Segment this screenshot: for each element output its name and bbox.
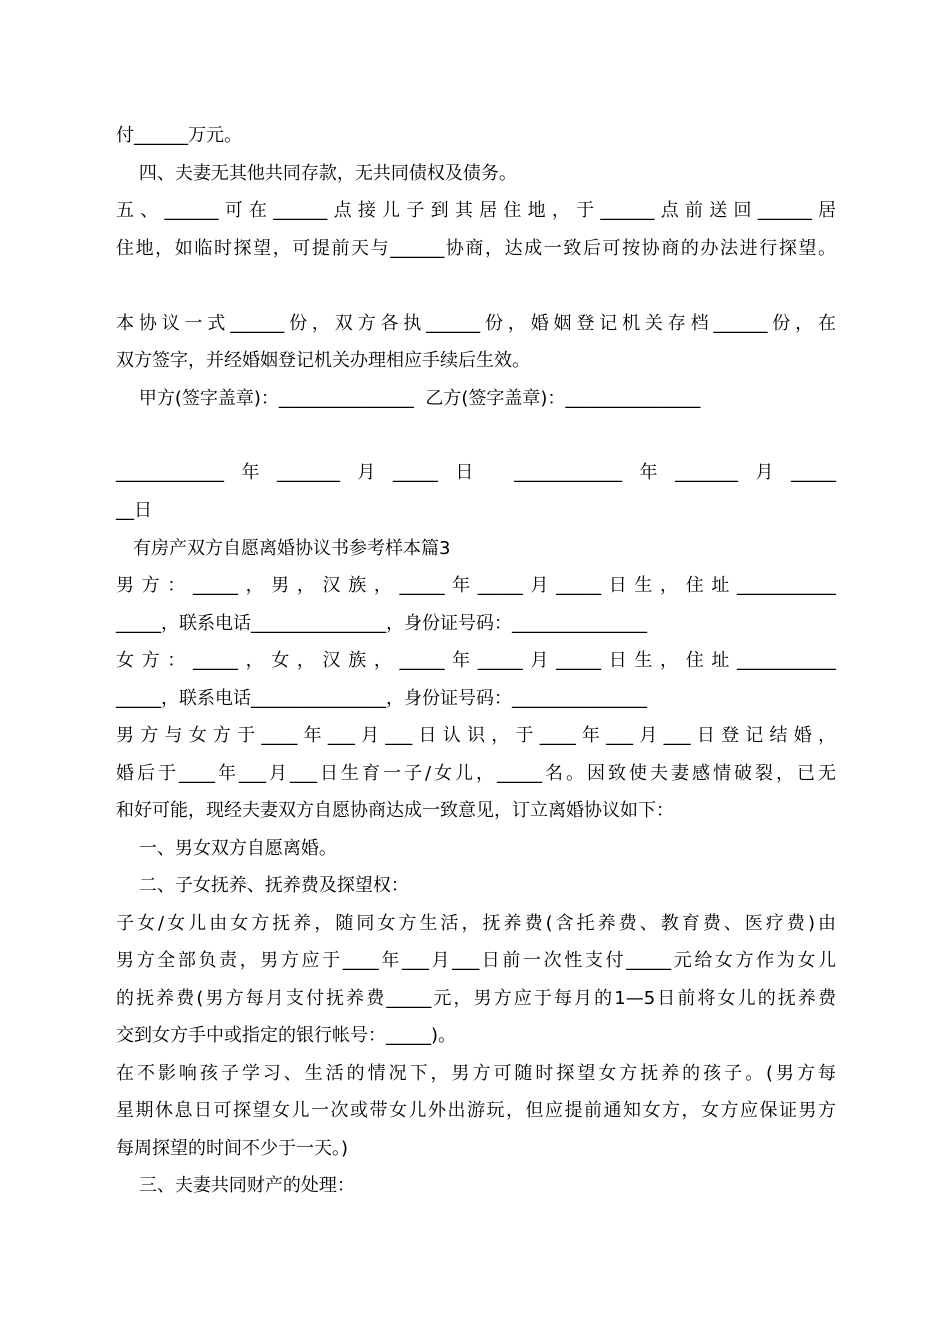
text-line: 男方与女方于____年___月___日认识，于____年___月___日登记结婚， [116, 725, 836, 746]
signature-line: 甲方(签字盖章)：_______________ 乙方(签字盖章)：_______________ [116, 388, 701, 409]
text-line: 子女/女儿由女方抚养，随同女方生活，抚养费(含托养费、教育费、医疗费)由 [116, 913, 836, 934]
text-line: 和好可能，现经夫妻双方自愿协商达成一致意见，订立离婚协议如下： [116, 800, 674, 821]
text-line: _____，联系电话_______________，身份证号码：_______________ [116, 688, 647, 709]
section-title: 有房产双方自愿离婚协议书参考样本篇3 [133, 538, 451, 559]
text-line: 婚后于____年___月___日生育一子/女儿，_____名。因致使夫妻感情破裂，已无 [116, 763, 836, 784]
text-line: 的抚养费(男方每月支付抚养费_____元，男方应于每月的1—5日前将女儿的抚养费 [116, 988, 836, 1009]
date-line: __日 [116, 500, 152, 521]
text-line: 四、夫妻无其他共同存款，无共同债权及债务。 [116, 163, 517, 184]
text-line: 男方：_____，男，汉族，_____年_____月_____日生，住址___________ [116, 575, 836, 596]
text-line: 付______万元。 [116, 125, 242, 146]
text-line: 二、子女抚养、抚养费及探望权： [116, 875, 409, 896]
text-line: 男方全部负责，男方应于____年___月___日前一次性支付_____元给女方作为女儿 [116, 950, 836, 971]
text-line: 本协议一式______份，双方各执______份，婚姻登记机关存档______份，在 [116, 313, 836, 334]
text-line: 女方：_____，女，汉族，_____年_____月_____日生，住址___________ [116, 650, 836, 671]
text-line: 三、夫妻共同财产的处理： [116, 1175, 355, 1196]
text-line: _____，联系电话_______________，身份证号码：_______________ [116, 613, 647, 634]
text-line: 五、______可在______点接儿子到其居住地，于______点前送回______居 [116, 200, 836, 221]
text-line: 在不影响孩子学习、生活的情况下，男方可随时探望女方抚养的孩子。(男方每 [116, 1063, 836, 1084]
text-line: 双方签字，并经婚姻登记机关办理相应手续后生效。 [116, 350, 530, 371]
date-line: ____________年_______月_____日 ____________年_______月_____ [116, 462, 836, 483]
text-line: 每周探望的时间不少于一天。) [116, 1138, 349, 1159]
text-line: 星期休息日可探望女儿一次或带女儿外出游玩，但应提前通知女方，女方应保证男方 [116, 1100, 836, 1121]
text-line: 交到女方手中或指定的银行帐号：_____)。 [116, 1025, 457, 1046]
text-line: 一、男女双方自愿离婚。 [116, 838, 337, 859]
text-line: 住地，如临时探望，可提前天与______协商，达成一致后可按协商的办法进行探望。 [116, 238, 836, 259]
